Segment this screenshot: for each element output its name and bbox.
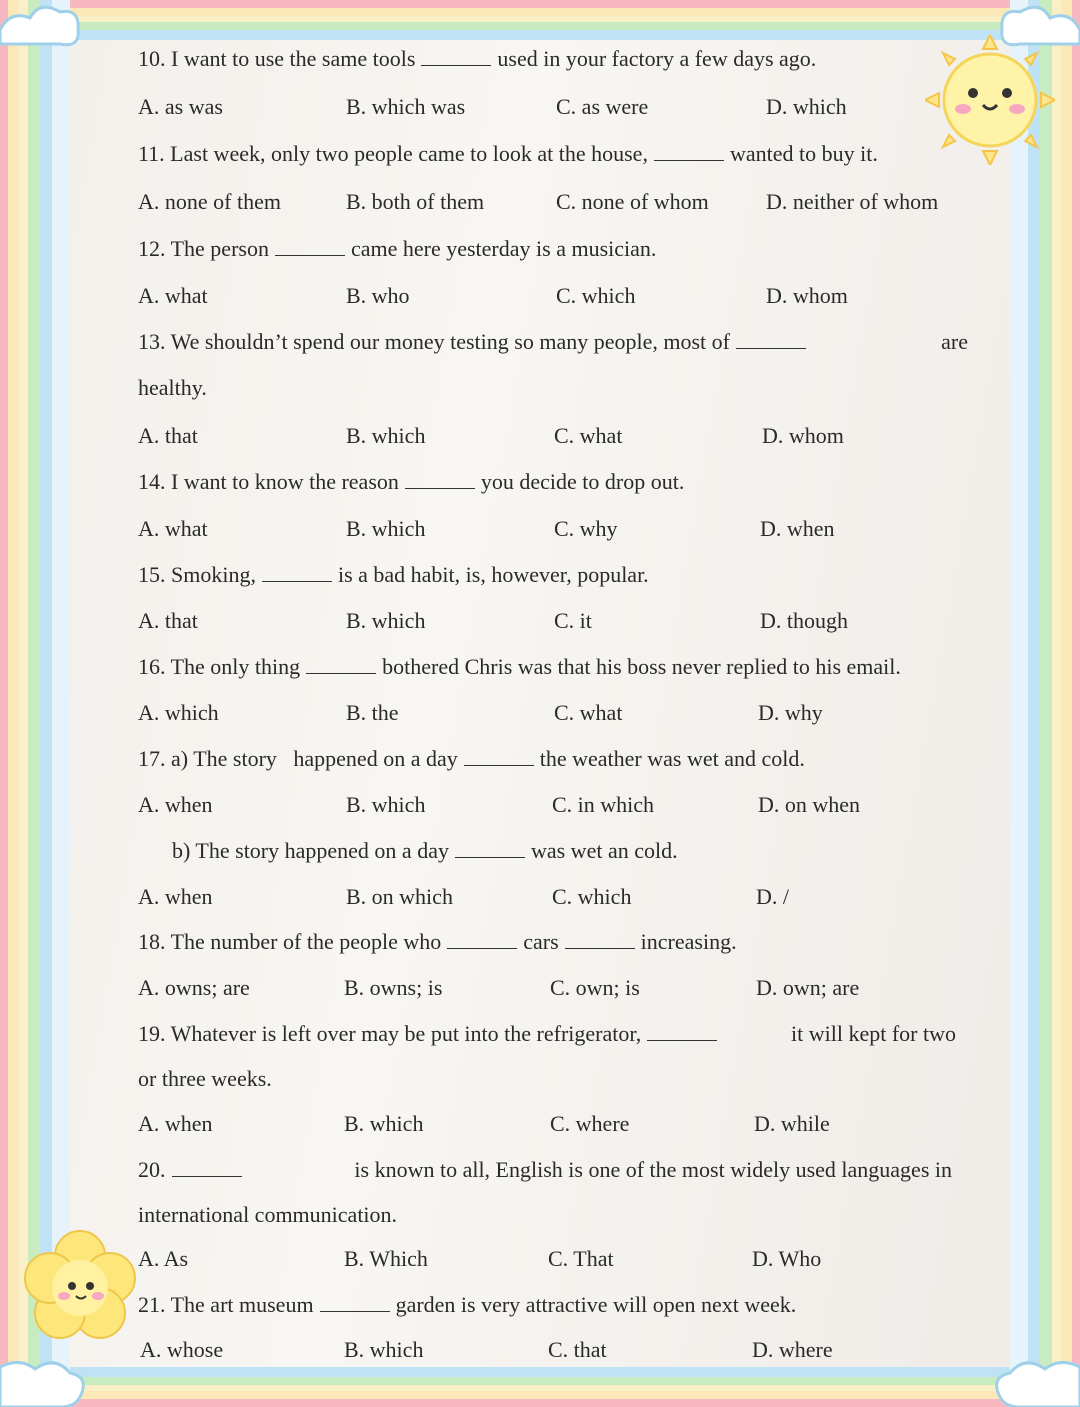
question-stem: it will kept for two	[791, 1021, 956, 1046]
option-d[interactable]: D. when	[760, 516, 835, 541]
question-stem: increasing.	[640, 929, 737, 954]
option-a[interactable]: A. owns; are	[138, 975, 250, 1000]
question-stem: 12. The person	[138, 236, 269, 261]
rainbow-frame-bottom	[0, 1367, 1080, 1407]
question-11	[138, 141, 878, 167]
option-a[interactable]: A. that	[138, 423, 198, 448]
cloud-icon	[0, 0, 90, 50]
option-d[interactable]: D. whom	[766, 283, 848, 308]
sun-icon	[925, 35, 1055, 165]
option-c[interactable]: C. where	[550, 1111, 630, 1136]
option-a[interactable]: A. as was	[138, 94, 223, 119]
answer-blank[interactable]	[654, 142, 724, 161]
option-b[interactable]: B. which	[344, 1111, 424, 1136]
option-a[interactable]: A. none of them	[138, 189, 281, 214]
question-stem: was wet an cold.	[530, 838, 678, 863]
answer-blank[interactable]	[320, 1293, 390, 1312]
question-17b	[172, 838, 678, 864]
question-stem: bothered Chris was that his boss never replied to his email.	[382, 654, 901, 679]
flower-icon	[20, 1228, 140, 1343]
question-stem: 13. We shouldn’t spend our money testing so many people, most of	[138, 329, 730, 354]
question-stem: 21. The art museum	[138, 1292, 314, 1317]
question-19	[138, 1021, 956, 1047]
option-d[interactable]: D. why	[758, 700, 823, 725]
question-stem: 11. Last week, only two people came to look at the house,	[138, 141, 648, 166]
answer-blank[interactable]	[262, 563, 332, 582]
rainbow-frame-top	[0, 0, 1080, 40]
answer-blank[interactable]	[405, 470, 475, 489]
option-b[interactable]: B. which	[344, 1337, 424, 1362]
option-a[interactable]: A. As	[138, 1246, 189, 1271]
option-d[interactable]: D. /	[756, 884, 789, 909]
question-stem: 16. The only thing	[138, 654, 301, 679]
option-c[interactable]: C. which	[556, 283, 636, 308]
question-stem-continued: healthy.	[138, 375, 207, 400]
option-b[interactable]: B. which	[346, 792, 426, 817]
question-13	[138, 329, 968, 355]
option-c[interactable]: C. what	[554, 423, 623, 448]
rainbow-frame-left	[0, 0, 70, 1407]
option-b[interactable]: B. which was	[346, 94, 466, 119]
answer-blank[interactable]	[421, 47, 491, 66]
answer-blank[interactable]	[306, 655, 376, 674]
option-d[interactable]: D. where	[752, 1337, 833, 1362]
rainbow-frame-right	[1010, 0, 1080, 1407]
option-a[interactable]: A. when	[138, 792, 213, 817]
question-12	[138, 236, 656, 262]
question-stem: 15. Smoking,	[138, 562, 256, 587]
option-a[interactable]: A. whose	[140, 1337, 224, 1362]
answer-blank[interactable]	[647, 1022, 717, 1041]
option-c[interactable]: C. That	[548, 1246, 614, 1271]
option-d[interactable]: D. while	[754, 1111, 830, 1136]
question-stem: used in your factory a few days ago.	[497, 46, 817, 71]
cloud-icon	[0, 1337, 90, 1407]
question-20	[138, 1157, 952, 1183]
option-c[interactable]: C. it	[554, 608, 592, 633]
option-d[interactable]: D. which	[766, 94, 847, 119]
question-stem: 17. a) The story happened on a day	[138, 746, 458, 771]
option-c[interactable]: C. own; is	[550, 975, 640, 1000]
answer-blank[interactable]	[172, 1158, 242, 1177]
option-c[interactable]: C. why	[554, 516, 618, 541]
question-15	[138, 562, 649, 588]
option-b[interactable]: B. owns; is	[344, 975, 443, 1000]
question-stem: garden is very attractive will open next week.	[395, 1292, 797, 1317]
option-a[interactable]: A. what	[138, 283, 208, 308]
option-b[interactable]: B. which	[346, 608, 426, 633]
question-stem: 19. Whatever is left over may be put into the refrigerator,	[138, 1021, 642, 1046]
option-c[interactable]: C. that	[548, 1337, 607, 1362]
question-stem: came here yesterday is a musician.	[350, 236, 657, 261]
option-c[interactable]: C. what	[554, 700, 623, 725]
answer-blank[interactable]	[447, 930, 517, 949]
question-18	[138, 929, 737, 955]
answer-blank[interactable]	[275, 237, 345, 256]
option-b[interactable]: B. which	[346, 516, 426, 541]
question-16	[138, 654, 901, 680]
option-d[interactable]: D. neither of whom	[766, 189, 939, 214]
option-d[interactable]: D. own; are	[756, 975, 860, 1000]
answer-blank[interactable]	[455, 839, 525, 858]
option-d[interactable]: D. on when	[758, 792, 861, 817]
option-d[interactable]: D. whom	[762, 423, 844, 448]
question-stem: b) The story happened on a day	[172, 838, 449, 863]
answer-blank[interactable]	[464, 747, 534, 766]
option-b[interactable]: B. Which	[344, 1246, 428, 1271]
answer-blank[interactable]	[736, 330, 806, 349]
question-14	[138, 469, 684, 495]
question-stem: is a bad habit, is, however, popular.	[337, 562, 649, 587]
question-stem: 10. I want to use the same tools	[138, 46, 416, 71]
option-a[interactable]: A. what	[138, 516, 208, 541]
option-a[interactable]: A. when	[138, 1111, 213, 1136]
question-stem: is known to all, English is one of the most widely used languages in	[354, 1157, 952, 1182]
option-a[interactable]: A. when	[138, 884, 213, 909]
question-stem: wanted to buy it.	[729, 141, 878, 166]
option-c[interactable]: C. none of whom	[556, 189, 709, 214]
option-d[interactable]: D. Who	[752, 1246, 822, 1271]
question-stem: you decide to drop out.	[480, 469, 685, 494]
question-stem: cars	[523, 929, 559, 954]
question-21	[138, 1292, 796, 1318]
question-stem: 20.	[138, 1157, 166, 1182]
option-b[interactable]: B. both of them	[346, 189, 485, 214]
option-d[interactable]: D. though	[760, 608, 848, 633]
question-stem: the weather was wet and cold.	[539, 746, 805, 771]
option-a[interactable]: A. that	[138, 608, 198, 633]
question-stem: 14. I want to know the reason	[138, 469, 399, 494]
option-c[interactable]: C. as were	[556, 94, 649, 119]
option-b[interactable]: B. which	[346, 423, 426, 448]
option-c[interactable]: C. which	[552, 884, 632, 909]
question-stem-continued: international communication.	[138, 1202, 398, 1227]
question-stem-continued: or three weeks.	[138, 1066, 272, 1091]
option-b[interactable]: B. the	[346, 700, 399, 725]
question-stem: 18. The number of the people who	[138, 929, 442, 954]
cloud-icon	[990, 1337, 1080, 1407]
question-stem: are	[941, 329, 968, 354]
answer-blank[interactable]	[565, 930, 635, 949]
option-b[interactable]: B. on which	[346, 884, 453, 909]
question-10	[138, 46, 816, 72]
option-c[interactable]: C. in which	[552, 792, 655, 817]
question-17a	[138, 746, 805, 772]
option-a[interactable]: A. which	[138, 700, 219, 725]
option-b[interactable]: B. who	[346, 283, 410, 308]
